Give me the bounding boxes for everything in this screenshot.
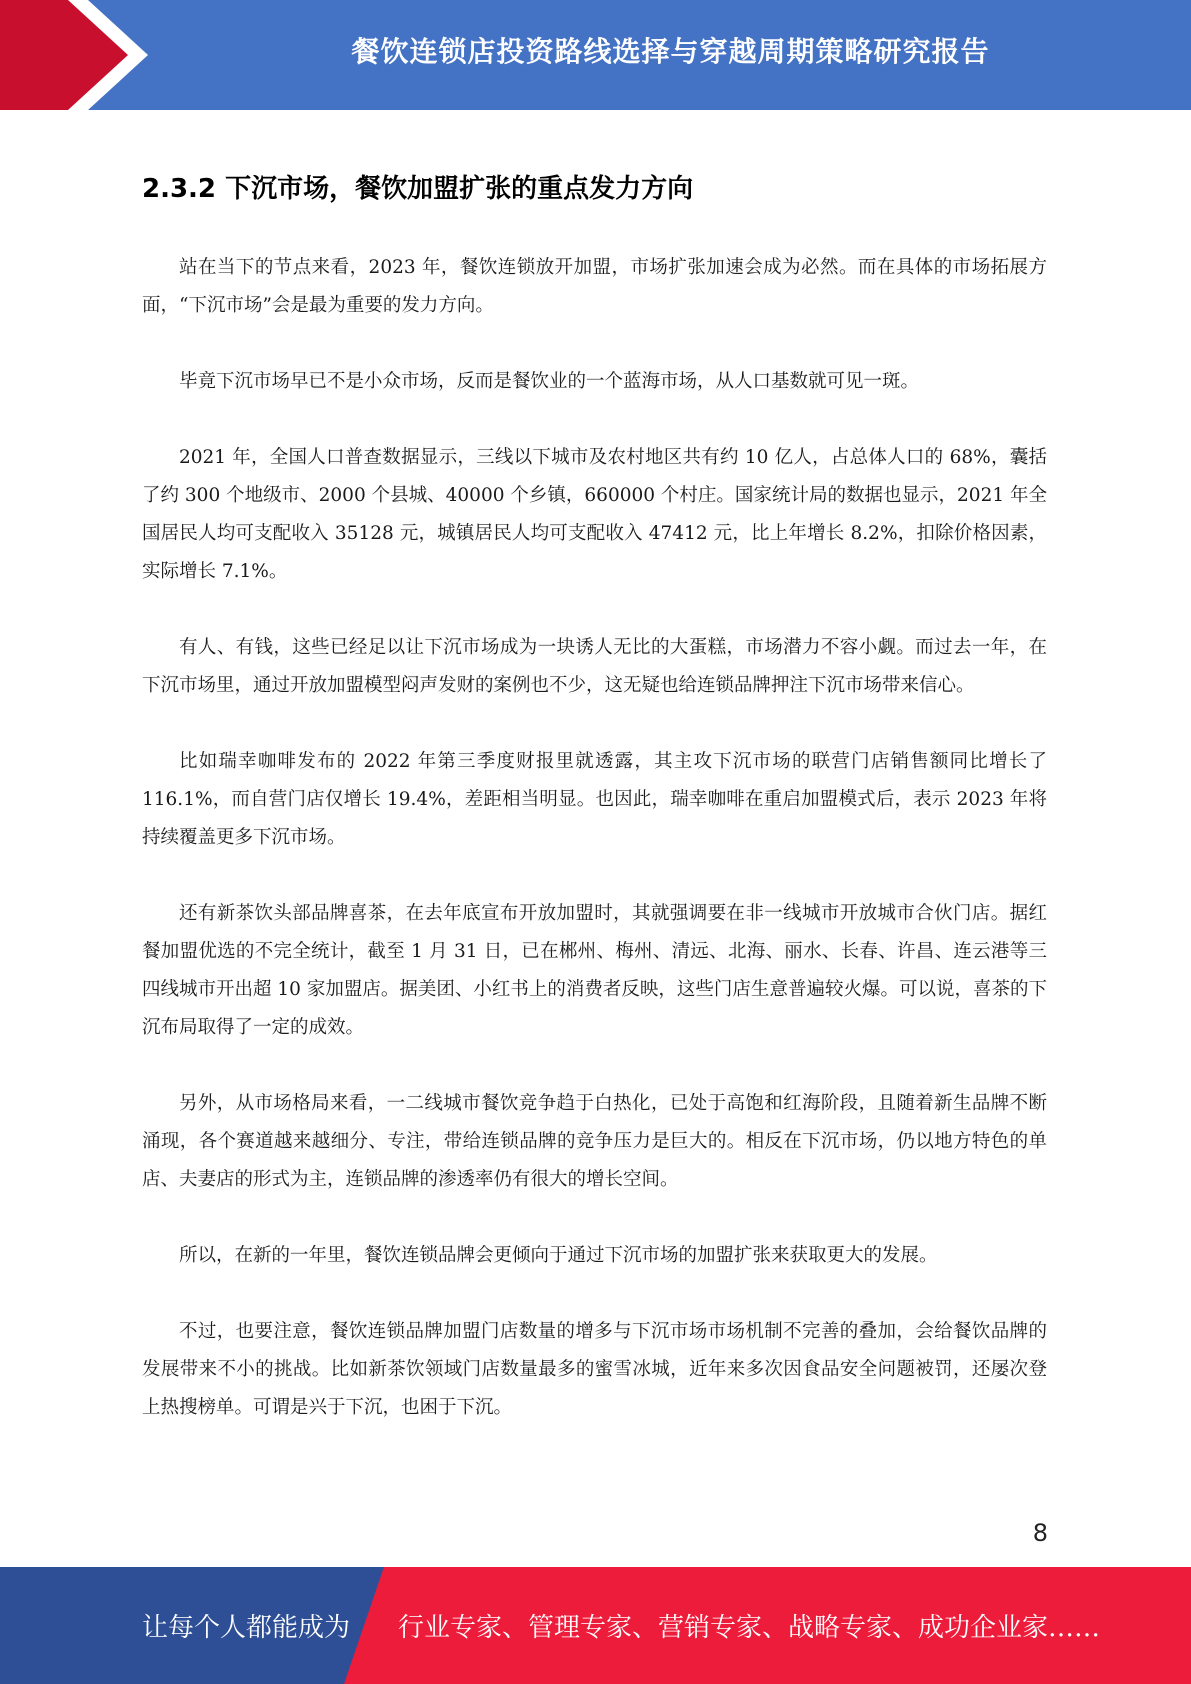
paragraph: 还有新茶饮头部品牌喜茶，在去年底宣布开放加盟时，其就强调要在非一线城市开放城市合伙门店。据红餐加盟优选的不完全统计，截至 1 月 31 日，已在郴州、梅州、清远、北海、丽水、长春、许昌、连云港等三四线城市开出超 10 家加盟店。据美团、小红书上的消费者反映，这些门店生意普遍较火爆。可以说，喜茶的下沉布局取得了一定的成效。 xyxy=(142,903,1047,1038)
paragraph: 毕竟下沉市场早已不是小众市场，反而是餐饮业的一个蓝海市场，从人口基数就可见一斑。 xyxy=(179,371,920,392)
paragraph: 站在当下的节点来看，2023 年，餐饮连锁放开加盟，市场扩张加速会成为必然。而在具体的市场拓展方面，“下沉市场”会是最为重要的发力方向。 xyxy=(142,257,1047,316)
footer-banner xyxy=(0,1567,1191,1684)
paragraph: 比如瑞幸咖啡发布的 2022 年第三季度财报里就透露，其主攻下沉市场的联营门店销售额同比增长了 116.1%，而自营门店仅增长 19.4%，差距相当明显。也因此，瑞幸咖啡在重启加盟模式后，表示 2023 年将持续覆盖更多下沉市场。 xyxy=(142,751,1047,848)
section-heading: 2.3.2 下沉市场，餐饮加盟扩张的重点发力方向 xyxy=(142,174,694,204)
paragraph: 不过，也要注意，餐饮连锁品牌加盟门店数量的增多与下沉市场市场机制不完善的叠加，会给餐饮品牌的发展带来不小的挑战。比如新茶饮领域门店数量最多的蜜雪冰城，近年来多次因食品安全问题被罚，还屡次登上热搜榜单。可谓是兴于下沉，也困于下沉。 xyxy=(142,1321,1047,1418)
red-arrow-decoration xyxy=(0,0,150,110)
report-title: 餐饮连锁店投资路线选择与穿越周期策略研究报告 xyxy=(351,35,990,68)
header-banner xyxy=(0,0,1191,110)
footer-slogan-right: 行业专家、管理专家、营销专家、战略专家、成功企业家…… xyxy=(398,1613,1101,1643)
paragraph: 2021 年，全国人口普查数据显示，三线以下城市及农村地区共有约 10 亿人，占总体人口的 68%，囊括了约 300 个地级市、2000 个县城、40000 个乡镇，660000 个村庄。国家统计局的数据也显示，2021 年全国居民人均可支配收入 35128 元，城镇居民人均可支配收入 47412 元，比上年增长 8.2%，扣除价格因素，实际增长 7.1%。 xyxy=(142,447,1047,582)
body-content xyxy=(142,249,1047,1465)
paragraph: 另外，从市场格局来看，一二线城市餐饮竞争趋于白热化，已处于高饱和红海阶段，且随着新生品牌不断涌现，各个赛道越来越细分、专注，带给连锁品牌的竞争压力是巨大的。相反在下沉市场，仍以地方特色的单店、夫妻店的形式为主，连锁品牌的渗透率仍有很大的增长空间。 xyxy=(142,1093,1047,1190)
paragraph: 有人、有钱，这些已经足以让下沉市场成为一块诱人无比的大蛋糕，市场潜力不容小觑。而过去一年，在下沉市场里，通过开放加盟模型闷声发财的案例也不少，这无疑也给连锁品牌押注下沉市场带来信心。 xyxy=(142,637,1047,696)
paragraph: 所以，在新的一年里，餐饮连锁品牌会更倾向于通过下沉市场的加盟扩张来获取更大的发展。 xyxy=(179,1245,938,1266)
footer-slogan-left: 让每个人都能成为 xyxy=(142,1613,351,1643)
page-number: 8 xyxy=(1032,1519,1048,1547)
